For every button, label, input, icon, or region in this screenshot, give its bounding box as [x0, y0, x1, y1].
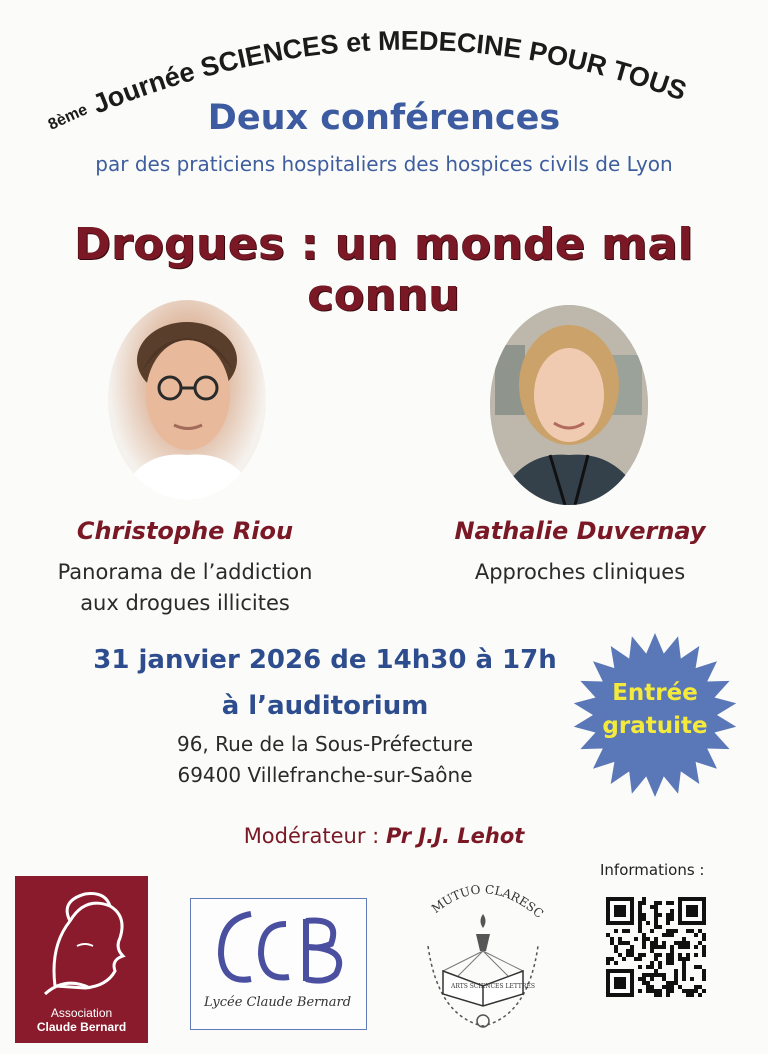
- svg-text:MUTUO CLARESCIMUS IGNE: MUTUO CLARESC: [428, 882, 547, 921]
- speaker-photo-nathalie-duvernay: [490, 305, 648, 505]
- lycee-caption: Lycée Claude Bernard: [203, 995, 352, 1010]
- byline: par des praticiens hospitaliers des hospices civils de Lyon: [95, 152, 673, 176]
- badge-line-1: Entrée: [612, 680, 698, 706]
- svg-text:ARTS SCIENCES LETTRES: ARTS SCIENCES LETTRES: [451, 983, 535, 990]
- subtitle: Deux conférences: [207, 98, 561, 138]
- speaker-photo-christophe-riou: [108, 300, 266, 500]
- speaker-name-1: Christophe Riou: [76, 517, 294, 545]
- event-date: 31 janvier 2026 de 14h30 à 17h: [93, 645, 557, 675]
- school-seal-logo: [418, 876, 548, 1036]
- address-line-2: 69400 Villefranche-sur-Saône: [177, 763, 473, 787]
- speaker-topic-2: Approches cliniques: [474, 560, 686, 584]
- free-entry-badge-text: [572, 677, 738, 743]
- information-label: Informations :: [600, 861, 705, 879]
- association-name-line2: Claude Bernard: [36, 1020, 127, 1034]
- moderator-label: Modérateur :: [243, 824, 380, 848]
- badge-line-2: gratuite: [602, 713, 708, 739]
- speaker-name-2: Nathalie Duvernay: [454, 517, 706, 545]
- address-line-1: 96, Rue de la Sous-Préfecture: [176, 732, 473, 756]
- speaker-topic-1-line2: aux drogues illicites: [80, 591, 290, 615]
- svg-text:8ème Journée SCIENCES et MEDEC: 8ème Journée SCIENCES et MEDECINE POUR TOUS: [45, 25, 691, 134]
- association-name-line1: Association: [50, 1006, 113, 1020]
- event-venue: à l’auditorium: [221, 691, 429, 721]
- main-title: Drogues : un monde mal connu: [74, 219, 694, 321]
- association-claude-bernard-logo: [15, 876, 148, 1043]
- moderator-name: Pr J.J. Lehot: [385, 824, 525, 848]
- lycee-claude-bernard-logo: [190, 898, 367, 1030]
- qr-code[interactable]: [606, 897, 706, 997]
- speaker-topic-1-line1: Panorama de l’addiction: [57, 560, 313, 584]
- moderator: [0, 824, 768, 848]
